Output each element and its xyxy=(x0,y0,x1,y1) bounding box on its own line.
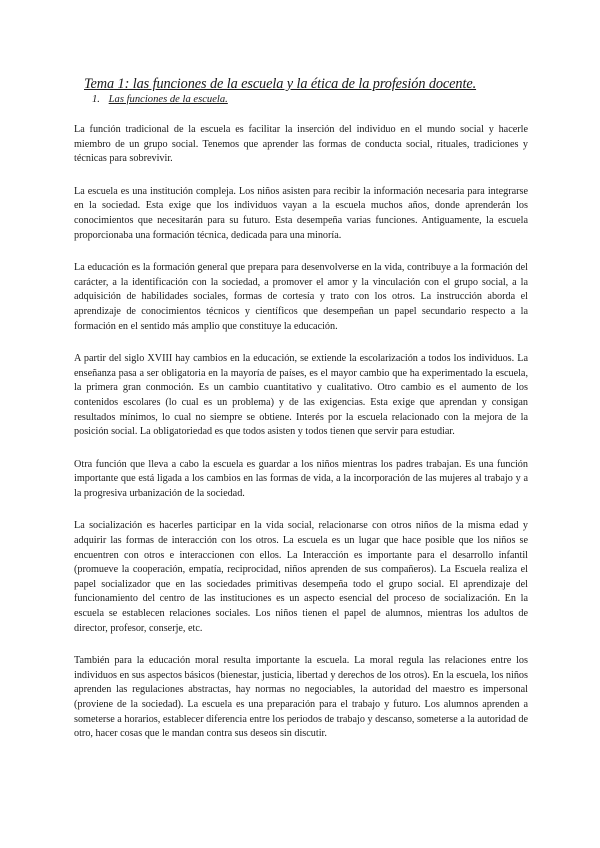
paragraph: La socialización es hacerles participar en la vida social, relacionarse con otros niños de la misma edad y adquirir las formas de interacción con los otros. La escuela es un lugar que hace posible que los niños se encuentren con otros e interaccionen con ellos. La Interacción es importante para el desarrollo infantil (promueve la cooperación, empatía, reciprocidad, niños aprenden de sus compañeros). La Escuela realiza el papel socializador que en las sociedades primitivas desempeña todo el grupo social. El aprendizaje del funcionamiento del centro de las instituciones es un aspecto esencial del proceso de socialización. En la escuela se establecen relaciones sociales. Los niños tienen el papel de alumnos, mientras los adultos de director, profesor, conserje, etc. xyxy=(74,520,528,634)
section-heading xyxy=(92,94,228,105)
paragraph: También para la educación moral resulta importante la escuela. La moral regula las relaciones entre los individuos en sus aspectos básicos (bienestar, justicia, libertad y derechos de los otros). En la escuela, los niños aprenden las regulaciones abstractas, hay normas no negociables, la autoridad del maestro es impersonal (proviene de la sociedad). La escuela es una preparación para el trabajo y futuro. Los alumnos aprenden a someterse a horarios, establecer diferencia entre los periodos de trabajo y descanso, someterse a la autoridad de otro, hacer cosas que le mandan contra sus deseos sin discutir. xyxy=(74,655,528,740)
section-number: 1. xyxy=(92,94,100,105)
paragraph: La función tradicional de la escuela es facilitar la inserción del individuo en el mundo social y hacerle miembro de un grupo social. Tenemos que aprender las formas de conducta social, rituales, tradiciones y técnicas para sobrevivir. xyxy=(74,124,528,165)
paragraph: La escuela es una institución compleja. Los niños asisten para recibir la información necesaria para integrarse en la sociedad. Esta exige que los individuos vayan a la escuela muchos años, donde aprenderán los conocimientos que necesitarán para su futuro. Esta desempeña varias funciones. Antiguamente, la escuela proporcionaba una formación técnica, dedicada para una minoría. xyxy=(74,185,528,241)
paragraph: Otra función que lleva a cabo la escuela es guardar a los niños mientras los padres trabajan. Es una función importante que está ligada a los cambios en las formas de vida, a la incorporación de las mujeres al trabajo y a la progresiva urbanización de la sociedad. xyxy=(74,458,528,499)
paragraph: La educación es la formación general que prepara para desenvolverse en la vida, contribuye a la formación del carácter, a la identificación con la sociedad, a promover el amor y la vinculación con el grupo social, a la adquisición de habilidades sociales, formas de cortesía y trato con los otros. La instrucción aborda el aprendizaje de conocimientos técnicos y científicos que desempeñan un papel secundario respecto a la formación en el sentido más amplio que constituye la educación. xyxy=(74,262,528,332)
body-text xyxy=(74,123,528,760)
document-title: Tema 1: las funciones de la escuela y la ética de la profesión docente. xyxy=(84,76,477,92)
paragraph: A partir del siglo XVIII hay cambios en la educación, se extiende la escolarización a todos los individuos. La enseñanza pasa a ser obligatoria en la mayoría de países, es el mayor cambio que ha experimentado la escuela, la primera gran conmoción. Es un cambio cuantitativo y cualitativo. Otro cambio es el aumento de los contenidos escolares (lo cual es un problema) y de las exigencias. Esta exige que aprendan y consigan resultados mínimos, lo cual no siempre se obtiene. Interés por la escuela relacionado con la mejora de la posición social. La obligatoriedad es que todos asisten y todos tienen que servir para estudiar. xyxy=(74,353,528,438)
section-heading-text: Las funciones de la escuela. xyxy=(108,94,228,105)
